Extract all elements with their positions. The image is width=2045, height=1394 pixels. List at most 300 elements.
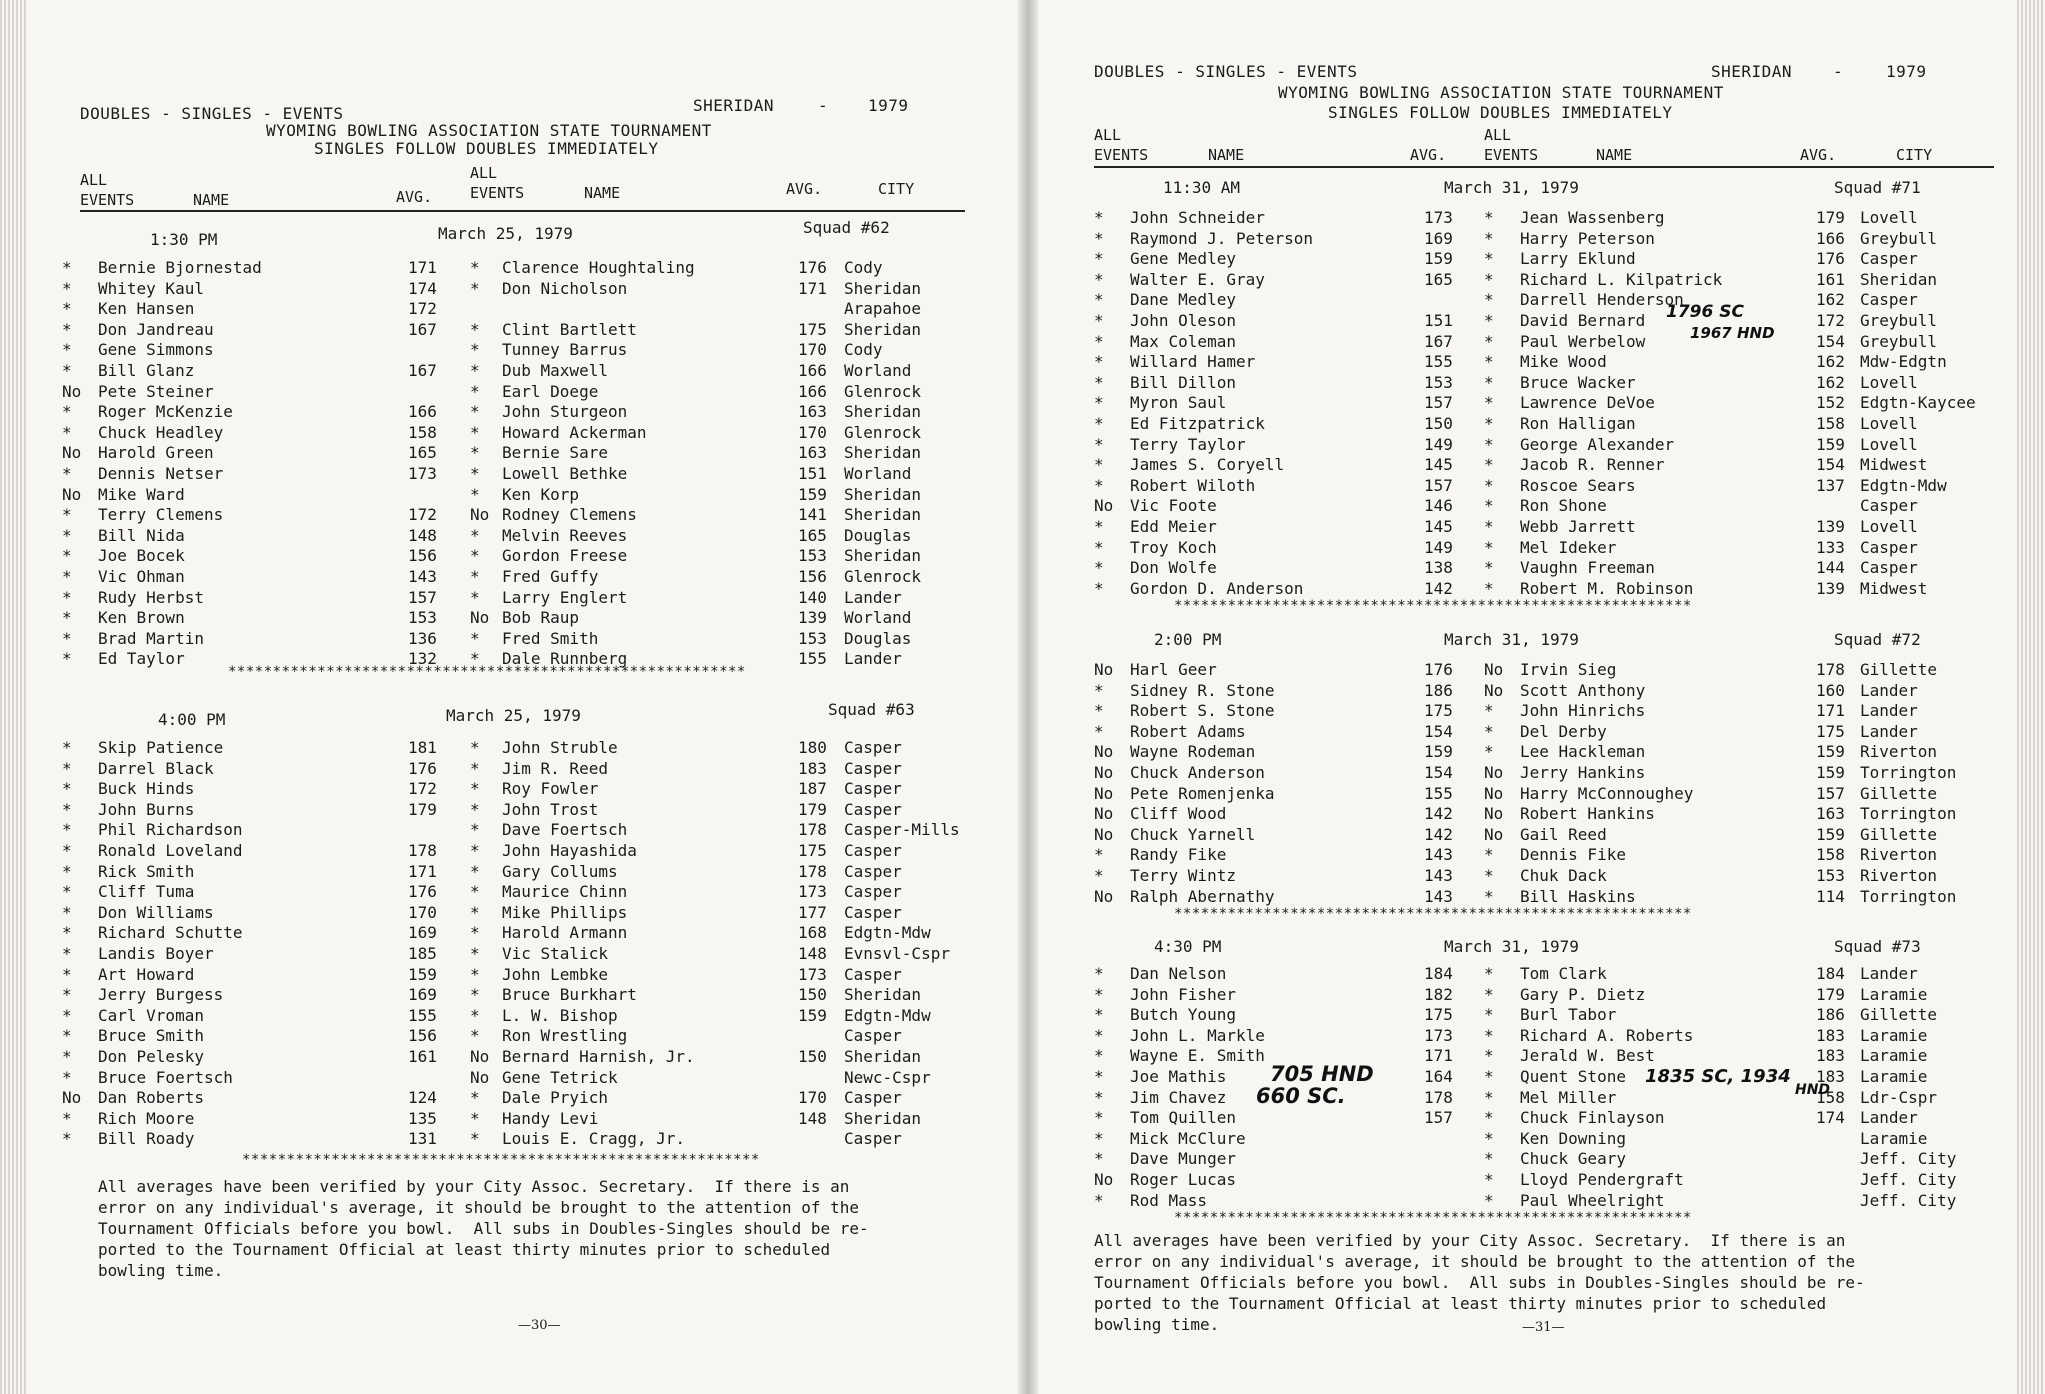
player-average-2: 158	[1816, 1087, 1845, 1107]
all-events-mark-2: *	[470, 820, 480, 840]
player-name-2: Chuck Geary	[1520, 1149, 1626, 1169]
player-average-2: 159	[1816, 824, 1845, 844]
all-events-mark: *	[62, 258, 72, 277]
player-name: Skip Patience	[98, 738, 224, 757]
page-header-year: 1979	[868, 96, 909, 115]
player-average-2: 154	[1816, 455, 1845, 475]
table-row	[1038, 311, 2017, 332]
player-average-2: 173	[798, 882, 827, 902]
all-events-mark-2: *	[1484, 537, 1494, 557]
all-events-mark-2: *	[1484, 517, 1494, 536]
all-events-mark: *	[1094, 269, 1104, 289]
player-average-2: 163	[1816, 804, 1845, 824]
all-events-mark-2: *	[470, 484, 480, 504]
player-average-2: 174	[1816, 1108, 1845, 1128]
player-average-2: 171	[798, 278, 827, 298]
table-row	[1038, 558, 2017, 579]
player-city: Gillette	[1860, 783, 1938, 803]
table-row	[1038, 825, 2017, 846]
player-name: Terry Clemens	[98, 505, 224, 525]
all-events-mark: *	[62, 567, 72, 586]
player-name-2: Ken Korp	[502, 484, 580, 504]
player-city: Cody	[844, 258, 883, 277]
all-events-mark: *	[1094, 680, 1104, 700]
player-city: Casper	[1860, 249, 1918, 269]
col-events: EVENTS	[80, 191, 135, 209]
player-city: Sheridan	[1860, 269, 1938, 289]
all-events-mark: *	[62, 546, 72, 566]
table-row	[1038, 722, 2017, 743]
player-average: 154	[1424, 763, 1453, 782]
section-divider: **********************************************************	[1174, 598, 1692, 614]
section-squad: Squad #72	[1834, 630, 1921, 649]
table-row	[28, 485, 1018, 506]
player-average-2: 139	[798, 608, 827, 628]
all-events-mark: *	[62, 779, 72, 799]
player-average-2: 166	[1816, 228, 1845, 248]
all-events-mark-2: *	[470, 1026, 480, 1046]
player-city: Casper-Mills	[844, 820, 960, 840]
all-events-mark: *	[62, 1047, 72, 1066]
player-name: Raymond J. Peterson	[1130, 228, 1314, 248]
player-name-2: Gordon Freese	[502, 546, 628, 566]
player-name: Rick Smith	[98, 861, 195, 881]
player-name: Don Pelesky	[98, 1047, 204, 1066]
player-name-2: Gail Reed	[1520, 824, 1607, 844]
player-average: 159	[408, 964, 437, 984]
player-average: 165	[408, 443, 437, 463]
player-city: Casper	[1860, 537, 1918, 557]
player-average: 171	[408, 861, 437, 881]
all-events-mark-2: *	[470, 628, 480, 648]
table-row	[1038, 1191, 2017, 1212]
table-row	[28, 279, 1018, 300]
player-average: 157	[1424, 393, 1453, 413]
player-name: Bruce Foertsch	[98, 1067, 233, 1087]
player-name: Vic Ohman	[98, 567, 185, 586]
player-name: Bill Glanz	[98, 361, 195, 380]
all-events-mark-2: *	[470, 422, 480, 442]
player-average: 151	[1424, 311, 1453, 330]
all-events-mark-2: *	[470, 443, 480, 463]
player-name: Tom Quillen	[1130, 1108, 1236, 1128]
player-name: Brad Martin	[98, 628, 204, 648]
page-number: —31—	[1522, 1320, 1565, 1335]
col-name: NAME	[1208, 146, 1245, 164]
player-city: Midwest	[1860, 455, 1928, 475]
player-name-2: Bruce Burkhart	[502, 985, 637, 1005]
table-row	[1038, 742, 2017, 763]
player-average: 173	[408, 464, 437, 483]
player-city: Lovell	[1860, 372, 1918, 392]
player-average-2: 160	[1816, 680, 1845, 700]
player-city: Glenrock	[844, 567, 922, 586]
table-row	[1038, 845, 2017, 866]
all-events-mark: *	[1094, 1025, 1104, 1045]
player-average-2: 159	[1816, 742, 1845, 762]
all-events-mark-2: *	[1484, 845, 1494, 865]
table-row	[1038, 229, 2017, 250]
player-name: Gene Simmons	[98, 340, 214, 360]
player-average-2: 168	[798, 923, 827, 943]
table-row	[1038, 1026, 2017, 1047]
page-header-dash: -	[1833, 62, 1844, 81]
player-average: 154	[1424, 721, 1453, 741]
player-name-2: Paul Werbelow	[1520, 331, 1646, 351]
table-row	[28, 779, 1018, 800]
player-name: Chuck Yarnell	[1130, 824, 1256, 844]
player-average-2: 178	[1816, 660, 1845, 679]
player-city: Casper	[844, 1129, 902, 1149]
player-city: Sheridan	[844, 484, 922, 504]
player-city: Casper	[844, 1088, 902, 1108]
player-name-2: Dennis Fike	[1520, 845, 1626, 865]
player-name-2: Clarence Houghtaling	[502, 258, 695, 277]
table-row	[1038, 1067, 2017, 1088]
player-average: 176	[1424, 660, 1453, 679]
all-events-mark-2: *	[470, 319, 480, 339]
all-events-mark: *	[62, 820, 72, 840]
player-name: Bill Roady	[98, 1129, 195, 1149]
all-events-mark: *	[62, 738, 72, 757]
player-average: 150	[1424, 414, 1453, 433]
player-average: 184	[1424, 964, 1453, 983]
all-events-mark-2: *	[470, 402, 480, 422]
table-row	[1038, 660, 2017, 681]
player-name: Jim Chavez	[1130, 1087, 1227, 1107]
player-average-2: 179	[1816, 208, 1845, 227]
player-name-2: Clint Bartlett	[502, 319, 637, 339]
player-name: Robert Adams	[1130, 721, 1246, 741]
table-row	[28, 1006, 1018, 1027]
player-city: Laramie	[1860, 1025, 1928, 1045]
player-average: 169	[408, 923, 437, 943]
table-row	[1038, 985, 2017, 1006]
player-average-2: 178	[798, 861, 827, 881]
player-average-2: 173	[798, 964, 827, 984]
player-name: Richard Schutte	[98, 923, 243, 943]
all-events-mark-2: *	[1484, 1128, 1494, 1148]
all-events-mark: *	[1094, 845, 1104, 865]
table-row	[28, 1129, 1018, 1150]
player-name: Robert Wiloth	[1130, 475, 1256, 495]
player-name-2: Lawrence DeVoe	[1520, 393, 1655, 413]
player-city: Torrington	[1860, 763, 1957, 782]
player-name-2: Richard A. Roberts	[1520, 1025, 1694, 1045]
all-events-mark-2: *	[1484, 372, 1494, 392]
section-squad: Squad #62	[803, 218, 890, 237]
all-events-mark-2: *	[470, 882, 480, 902]
player-average: 143	[1424, 845, 1453, 865]
table-row	[28, 1109, 1018, 1130]
player-city: Sheridan	[844, 546, 922, 566]
player-average: 143	[1424, 886, 1453, 906]
table-row	[28, 299, 1018, 320]
all-events-mark: *	[1094, 1190, 1104, 1210]
player-city: Douglas	[844, 525, 912, 545]
player-name-2: Harry McConnoughey	[1520, 783, 1694, 803]
player-average: 182	[1424, 984, 1453, 1004]
table-row	[1038, 1129, 2017, 1150]
section-time: 11:30 AM	[1163, 178, 1241, 197]
table-row	[28, 1026, 1018, 1047]
all-events-mark-2: *	[470, 567, 480, 586]
all-events-mark: *	[1094, 984, 1104, 1004]
player-average-2: 154	[1816, 331, 1845, 351]
table-row	[1038, 290, 2017, 311]
table-row	[1038, 208, 2017, 229]
player-average: 145	[1424, 455, 1453, 475]
player-name-2: L. W. Bishop	[502, 1005, 618, 1025]
all-events-mark-2: No	[1484, 680, 1504, 700]
player-average: 131	[408, 1129, 437, 1149]
player-name: Ken Hansen	[98, 299, 195, 319]
player-average: 157	[408, 587, 437, 607]
player-name: Jerry Burgess	[98, 985, 224, 1005]
col-name: NAME	[193, 191, 230, 209]
player-city: Riverton	[1860, 742, 1938, 762]
player-average: 167	[1424, 331, 1453, 351]
page-header-year: 1979	[1886, 62, 1927, 81]
player-name: Carl Vroman	[98, 1005, 204, 1025]
all-events-mark: *	[62, 882, 72, 902]
player-city: Glenrock	[844, 381, 922, 401]
all-events-mark-2: *	[470, 587, 480, 607]
player-name: Wayne E. Smith	[1130, 1046, 1265, 1066]
all-events-mark-2: *	[470, 779, 480, 799]
table-row	[1038, 455, 2017, 476]
player-name-2: John Hayashida	[502, 841, 637, 860]
table-row	[28, 361, 1018, 382]
player-name-2: David Bernard	[1520, 311, 1646, 330]
player-name: Butch Young	[1130, 1005, 1236, 1025]
player-city: Worland	[844, 464, 912, 483]
all-events-mark-2: *	[1484, 331, 1494, 351]
col-events-2: EVENTS	[1484, 146, 1539, 164]
player-average: 124	[408, 1088, 437, 1108]
player-average-2: 165	[798, 525, 827, 545]
all-events-mark: No	[1094, 496, 1114, 516]
player-average-2: 153	[798, 546, 827, 566]
header-rule	[1094, 166, 1994, 168]
handwritten-note: 705 HND	[1270, 1062, 1374, 1086]
player-name-2: Scott Anthony	[1520, 680, 1646, 700]
table-row	[28, 629, 1018, 650]
all-events-mark: *	[1094, 208, 1104, 227]
player-name: Rich Moore	[98, 1108, 195, 1128]
player-average: 174	[408, 278, 437, 298]
all-events-mark-2: *	[470, 258, 480, 277]
player-name: Whitey Kaul	[98, 278, 204, 298]
all-events-mark: *	[62, 319, 72, 339]
player-name: Gene Medley	[1130, 249, 1236, 269]
player-name: Chuck Headley	[98, 422, 224, 442]
player-average-2: 155	[798, 649, 827, 669]
player-average-2: 139	[1816, 578, 1845, 598]
player-average: 171	[408, 258, 437, 277]
player-name-2: Earl Doege	[502, 381, 599, 401]
player-average: 175	[1424, 1005, 1453, 1025]
player-average: 186	[1424, 680, 1453, 700]
player-name: Ronald Loveland	[98, 841, 243, 860]
player-name: John Burns	[98, 799, 195, 819]
player-average: 145	[1424, 517, 1453, 536]
all-events-mark: *	[1094, 964, 1104, 983]
player-average-2: 151	[798, 464, 827, 483]
all-events-mark: *	[62, 628, 72, 648]
all-events-mark-2: *	[470, 546, 480, 566]
all-events-mark: *	[1094, 331, 1104, 351]
player-name: Max Coleman	[1130, 331, 1236, 351]
player-name: Bernie Bjornestad	[98, 258, 262, 277]
player-city: Jeff. City	[1860, 1190, 1957, 1210]
player-name-2: Mel Ideker	[1520, 537, 1617, 557]
player-average-2: 170	[798, 340, 827, 360]
player-name: Myron Saul	[1130, 393, 1227, 413]
player-city: Midwest	[1860, 578, 1928, 598]
all-events-mark-2: No	[1484, 804, 1504, 824]
player-city: Casper	[1860, 496, 1918, 516]
all-events-mark: *	[62, 525, 72, 545]
player-city: Sheridan	[844, 1047, 922, 1066]
all-events-mark: *	[1094, 290, 1104, 310]
player-name: John Oleson	[1130, 311, 1236, 330]
all-events-mark: *	[1094, 475, 1104, 495]
player-average-2: 179	[798, 799, 827, 819]
all-events-mark: *	[1094, 1067, 1104, 1086]
player-name: Troy Koch	[1130, 537, 1217, 557]
player-name-2: Lloyd Pendergraft	[1520, 1170, 1684, 1189]
page-header-dash: -	[818, 96, 829, 115]
all-events-mark: *	[1094, 1128, 1104, 1148]
all-events-mark-2: *	[470, 902, 480, 922]
player-average-2: 140	[798, 587, 827, 607]
player-city: Lander	[844, 649, 902, 669]
player-name-2: Larry Englert	[502, 587, 628, 607]
all-events-mark-2: *	[1484, 742, 1494, 762]
player-name: Harl Geer	[1130, 660, 1217, 679]
player-name: Bill Nida	[98, 525, 185, 545]
section-date: March 25, 1979	[438, 224, 573, 243]
player-name-2: Roy Fowler	[502, 779, 599, 799]
player-average: 166	[408, 402, 437, 422]
player-name: Randy Fike	[1130, 845, 1227, 865]
player-average: 159	[1424, 742, 1453, 762]
all-events-mark-2: *	[1484, 414, 1494, 433]
page-header-events: DOUBLES - SINGLES - EVENTS	[80, 104, 344, 123]
player-name: Dane Medley	[1130, 290, 1236, 310]
player-average-2: 162	[1816, 290, 1845, 310]
player-name-2: Larry Eklund	[1520, 249, 1636, 269]
all-events-mark-2: *	[470, 964, 480, 984]
player-average-2: 144	[1816, 558, 1845, 578]
all-events-mark: *	[62, 587, 72, 607]
player-name-2: Vic Stalick	[502, 944, 608, 963]
player-city: Lovell	[1860, 208, 1918, 227]
all-events-mark: No	[1094, 660, 1114, 679]
all-events-mark-2: *	[1484, 1067, 1494, 1086]
page-header-subtitle: SINGLES FOLLOW DOUBLES IMMEDIATELY	[1328, 103, 1673, 122]
table-row	[28, 464, 1018, 485]
player-name: Robert S. Stone	[1130, 701, 1275, 721]
player-average-2: 183	[1816, 1025, 1845, 1045]
all-events-mark-2: *	[1484, 1149, 1494, 1169]
player-name: Buck Hinds	[98, 779, 195, 799]
player-city: Newc-Cspr	[844, 1067, 931, 1087]
player-name: James S. Coryell	[1130, 455, 1285, 475]
handwritten-note: 1967 HND	[1690, 324, 1775, 342]
player-city: Greybull	[1860, 228, 1938, 248]
all-events-mark: *	[62, 944, 72, 963]
all-events-mark: *	[62, 422, 72, 442]
col-all: ALL	[1094, 126, 1122, 144]
player-average-2: 187	[798, 779, 827, 799]
player-city: Edgtn-Mdw	[844, 1005, 931, 1025]
handwritten-note: 1796 SC	[1666, 302, 1744, 322]
player-city: Edgtn-Mdw	[1860, 475, 1947, 495]
player-name-2: Jim R. Reed	[502, 758, 608, 778]
all-events-mark: *	[62, 649, 72, 669]
player-name: Joe Mathis	[1130, 1067, 1227, 1086]
player-name: Darrel Black	[98, 758, 214, 778]
table-row	[28, 526, 1018, 547]
player-city: Lovell	[1860, 517, 1918, 536]
player-name: Willard Hamer	[1130, 352, 1256, 372]
player-city: Laramie	[1860, 1046, 1928, 1066]
player-name-2: Mike Wood	[1520, 352, 1607, 372]
player-name-2: Mike Phillips	[502, 902, 628, 922]
page-number: —30—	[518, 1318, 561, 1333]
player-name-2: Don Nicholson	[502, 278, 628, 298]
player-name-2: Tom Clark	[1520, 964, 1607, 983]
player-name: Harold Green	[98, 443, 214, 463]
all-events-mark: *	[1094, 701, 1104, 721]
all-events-mark-2: *	[1484, 496, 1494, 516]
player-average-2: 137	[1816, 475, 1845, 495]
player-average: 170	[408, 902, 437, 922]
player-average-2: 114	[1816, 886, 1845, 906]
all-events-mark: *	[1094, 537, 1104, 557]
all-events-mark: No	[62, 484, 82, 504]
all-events-mark: *	[62, 799, 72, 819]
player-average-2: 157	[1816, 783, 1845, 803]
table-row	[1038, 414, 2017, 435]
player-name-2: Webb Jarrett	[1520, 517, 1636, 536]
all-events-mark: *	[62, 608, 72, 628]
table-row	[1038, 270, 2017, 291]
all-events-mark: *	[62, 861, 72, 881]
player-city: Douglas	[844, 628, 912, 648]
page-header-association: WYOMING BOWLING ASSOCIATION STATE TOURNAMENT	[266, 121, 712, 140]
section-date: March 31, 1979	[1444, 630, 1579, 649]
player-name-2: Harold Armann	[502, 923, 628, 943]
player-name: Mike Ward	[98, 484, 185, 504]
all-events-mark-2: *	[470, 1088, 480, 1108]
table-row	[28, 1068, 1018, 1089]
player-average-2: 176	[1816, 249, 1845, 269]
all-events-mark: No	[1094, 1170, 1114, 1189]
all-events-mark: *	[1094, 228, 1104, 248]
player-average-2: 133	[1816, 537, 1845, 557]
player-name-2: Ron Shone	[1520, 496, 1607, 516]
player-city: Edgtn-Kaycee	[1860, 393, 1976, 413]
player-average-2: 150	[798, 985, 827, 1005]
all-events-mark-2: *	[1484, 269, 1494, 289]
all-events-mark-2: *	[1484, 290, 1494, 310]
page-header-city: SHERIDAN	[693, 96, 775, 115]
table-row	[28, 588, 1018, 609]
player-average-2: 170	[798, 422, 827, 442]
